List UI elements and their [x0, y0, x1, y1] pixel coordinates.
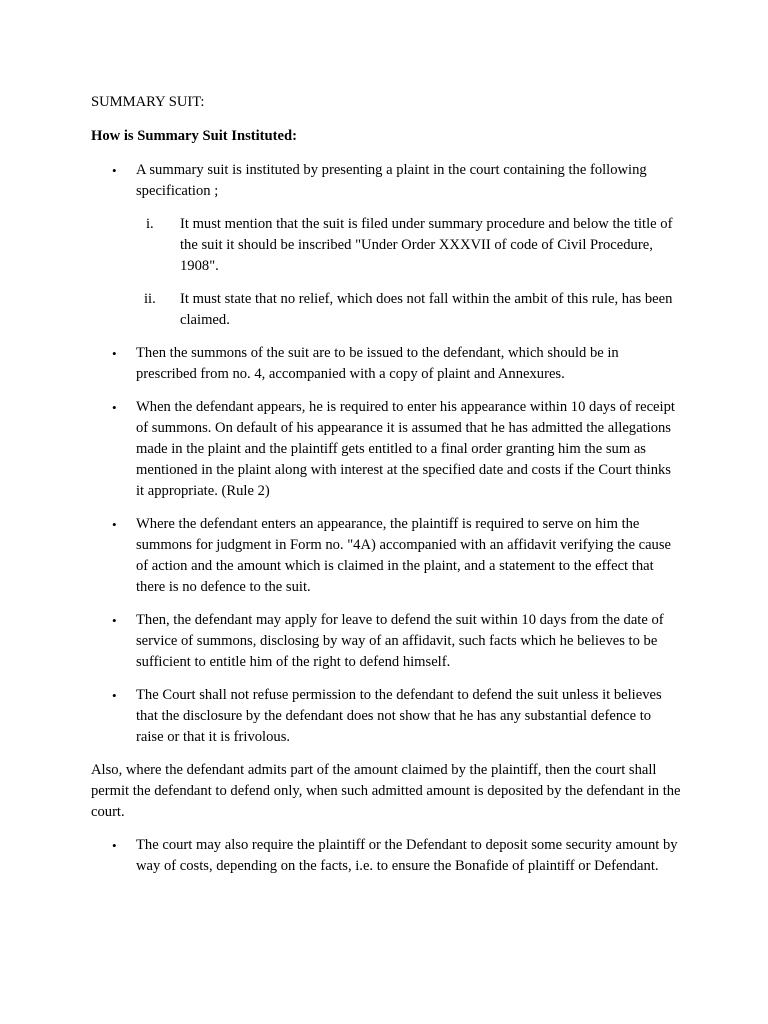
- bullet-marker: •: [112, 838, 117, 853]
- roman-list-item: [136, 289, 681, 331]
- roman-numeral-list: [136, 214, 681, 331]
- roman-numeral: ii.: [144, 291, 156, 307]
- bullet-item: [91, 514, 691, 598]
- roman-item-text: It must mention that the suit is filed under summary procedure and below the title of the suit it should be inscribed "Under Order XXXVII of code of Civil Procedure, 1908".: [180, 216, 673, 274]
- section-subheading: How is Summary Suit Instituted:: [91, 128, 297, 144]
- bullet-item: [91, 685, 691, 748]
- bullet-text: Then the summons of the suit are to be issued to the defendant, which should be in prescribed from no. 4, accompanied with a copy of plaint and Annexures.: [136, 345, 619, 382]
- roman-numeral: i.: [146, 216, 154, 232]
- document-heading: SUMMARY SUIT:: [91, 94, 205, 110]
- bullet-item: [91, 610, 691, 673]
- bullet-item: [91, 397, 691, 502]
- document-body: [91, 92, 691, 889]
- bullet-text: When the defendant appears, he is required to enter his appearance within 10 days of receipt of summons. On default of his appearance it is assumed that he has admitted the allegations made in the plaint and the plaintiff gets entitled to a final order granting him the sum as mentioned in the plaint along with interest at the specified date and costs if the Court thinks it appropriate. (Rule 2): [136, 399, 675, 499]
- bullet-text: The court may also require the plaintiff or the Defendant to deposit some security amount by way of costs, depending on the facts, i.e. to ensure the Bonafide of plaintiff or Defendant.: [136, 837, 678, 874]
- bullet-marker: •: [112, 400, 117, 415]
- bullet-marker: •: [112, 163, 117, 178]
- bullet-item: [91, 835, 691, 877]
- bullet-marker: •: [112, 517, 117, 532]
- bullet-text: Then, the defendant may apply for leave to defend the suit within 10 days from the date of service of summons, disclosing by way of an affidavit, such facts which he believes to be sufficient to entitle him of the right to defend himself.: [136, 612, 664, 670]
- bullet-item: [91, 160, 691, 331]
- roman-item-text: It must state that no relief, which does not fall within the ambit of this rule, has been claimed.: [180, 291, 673, 328]
- bullet-marker: •: [112, 688, 117, 703]
- bullet-marker: •: [112, 613, 117, 628]
- bullet-marker: •: [112, 346, 117, 361]
- bullet-text: The Court shall not refuse permission to the defendant to defend the suit unless it believes that the disclosure by the defendant does not show that he has any substantial defence to raise or that it is frivolous.: [136, 687, 662, 745]
- bullet-text: Where the defendant enters an appearance, the plaintiff is required to serve on him the summons for judgment in Form no. "4A) accompanied with an affidavit verifying the cause of action and the amount which is claimed in the plaint, and a statement to the effect that there is no defence to the suit.: [136, 516, 671, 595]
- body-paragraph: Also, where the defendant admits part of the amount claimed by the plaintiff, then the court shall permit the defendant to defend only, when such admitted amount is deposited by the defendant in the court.: [91, 762, 681, 820]
- bullet-text: A summary suit is instituted by presenting a plaint in the court containing the following specification ;: [136, 162, 647, 199]
- bullet-item: [91, 343, 691, 385]
- roman-list-item: [136, 214, 681, 277]
